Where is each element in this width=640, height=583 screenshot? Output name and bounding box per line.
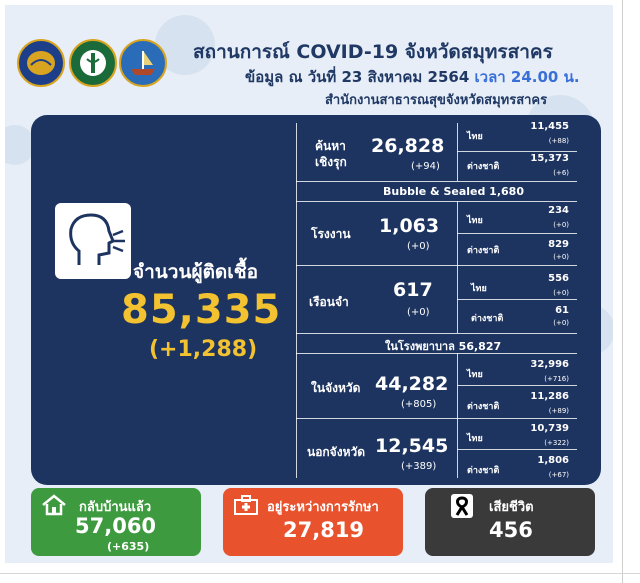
in-province-value: 44,282 bbox=[375, 373, 449, 395]
in-province-thai-label: ไทย bbox=[467, 370, 483, 380]
proactive-thai-label: ไทย bbox=[467, 132, 483, 142]
proactive-label-line2: เชิงรุก bbox=[315, 155, 347, 169]
proactive-thai-delta: (+88) bbox=[548, 137, 569, 145]
infected-total: 85,335 bbox=[121, 287, 282, 333]
treating-card bbox=[223, 488, 403, 556]
out-province-label: นอกจังหวัด bbox=[307, 445, 366, 459]
out-province-delta: (+389) bbox=[401, 461, 437, 472]
out-province-mid-line bbox=[457, 449, 577, 450]
in-province-foreign-value: 11,286 bbox=[530, 391, 569, 402]
page-title: สถานการณ์ COVID-19 จังหวัดสมุทรสาคร bbox=[193, 41, 553, 63]
ministry-of-health-logo bbox=[69, 39, 117, 87]
treating-value: 27,819 bbox=[283, 518, 365, 542]
time-text: เวลา 24.00 น. bbox=[474, 68, 580, 86]
in-province-foreign-delta: (+89) bbox=[548, 407, 569, 415]
proactive-foreign-delta: (+6) bbox=[553, 169, 569, 177]
bubble-bottom-line bbox=[296, 201, 577, 202]
proactive-delta: (+94) bbox=[411, 161, 440, 172]
infected-icon bbox=[55, 203, 131, 279]
hospital-total: ในโรงพยาบาล 56,827 bbox=[385, 340, 502, 353]
in-province-thai-delta: (+716) bbox=[544, 375, 569, 383]
infected-label: จำนวนผู้ติดเชื้อ bbox=[133, 261, 259, 283]
prison-foreign-label: ต่างชาติ bbox=[471, 314, 504, 324]
deaths-label: เสียชีวิต bbox=[489, 500, 534, 515]
proactive-foreign-label: ต่างชาติ bbox=[467, 162, 500, 172]
bubble-sealed-total: Bubble & Sealed 1,680 bbox=[383, 185, 524, 198]
main-panel bbox=[31, 115, 601, 485]
hospital-icon bbox=[233, 494, 259, 516]
in-province-delta: (+805) bbox=[401, 399, 437, 410]
out-province-thai-value: 10,739 bbox=[530, 423, 569, 434]
out-province-foreign-label: ต่างชาติ bbox=[467, 466, 500, 476]
frame-border-right bbox=[622, 0, 623, 583]
prison-thai-value: 556 bbox=[548, 273, 569, 284]
infographic bbox=[5, 5, 613, 563]
infected-delta: (+1,288) bbox=[149, 337, 258, 362]
factory-foreign-delta: (+0) bbox=[553, 253, 569, 261]
report-date bbox=[245, 65, 580, 89]
out-province-foreign-delta: (+67) bbox=[548, 471, 569, 479]
factory-bottom-line bbox=[296, 265, 577, 266]
provincial-seal-logo bbox=[17, 39, 65, 87]
home-icon bbox=[41, 494, 67, 516]
prison-thai-label: ไทย bbox=[471, 284, 487, 294]
factory-value: 1,063 bbox=[379, 215, 440, 237]
table-divider-proactive bbox=[457, 123, 458, 181]
samut-sakhon-province-logo bbox=[119, 39, 167, 87]
prison-thai-delta: (+0) bbox=[553, 289, 569, 297]
factory-foreign-label: ต่างชาติ bbox=[467, 246, 500, 256]
prison-label: เรือนจำ bbox=[309, 295, 349, 309]
proactive-mid-line bbox=[457, 151, 577, 152]
table-divider-hospital bbox=[457, 353, 458, 478]
prison-value: 617 bbox=[393, 279, 433, 301]
factory-label: โรงงาน bbox=[311, 227, 351, 241]
prison-mid-line bbox=[457, 299, 577, 300]
factory-thai-label: ไทย bbox=[467, 216, 483, 226]
table-divider-factory-prison bbox=[457, 201, 458, 333]
factory-thai-delta: (+0) bbox=[553, 221, 569, 229]
factory-delta: (+0) bbox=[407, 241, 430, 252]
prison-foreign-value: 61 bbox=[555, 305, 569, 316]
proactive-thai-value: 11,455 bbox=[530, 121, 569, 132]
prison-foreign-delta: (+0) bbox=[553, 319, 569, 327]
proactive-bottom-line bbox=[296, 181, 577, 182]
prison-delta: (+0) bbox=[407, 307, 430, 318]
out-province-value: 12,545 bbox=[375, 435, 449, 457]
proactive-label-line1: ค้นหา bbox=[315, 139, 346, 153]
frame-border-bottom bbox=[0, 573, 640, 574]
deaths-card bbox=[425, 488, 595, 556]
office-name: สำนักงานสาธารณสุขจังหวัดสมุทรสาคร bbox=[325, 93, 548, 108]
recovered-card bbox=[31, 488, 201, 556]
prison-bottom-line bbox=[296, 333, 577, 334]
in-province-thai-value: 32,996 bbox=[530, 359, 569, 370]
in-province-bottom-line bbox=[296, 418, 577, 419]
factory-mid-line bbox=[457, 233, 577, 234]
recovered-delta: (+635) bbox=[107, 540, 150, 553]
in-province-foreign-label: ต่างชาติ bbox=[467, 402, 500, 412]
in-province-mid-line bbox=[457, 385, 577, 386]
treating-label: อยู่ระหว่างการรักษา bbox=[267, 500, 379, 515]
out-province-thai-label: ไทย bbox=[467, 434, 483, 444]
out-province-foreign-value: 1,806 bbox=[537, 455, 569, 466]
proactive-value: 26,828 bbox=[371, 135, 445, 157]
deaths-value: 456 bbox=[489, 518, 533, 542]
recovered-label: กลับบ้านแล้ว bbox=[79, 500, 152, 515]
factory-foreign-value: 829 bbox=[548, 239, 569, 250]
proactive-foreign-value: 15,373 bbox=[530, 153, 569, 164]
table-left-border bbox=[296, 123, 297, 478]
in-province-label: ในจังหวัด bbox=[311, 381, 361, 395]
out-province-thai-delta: (+322) bbox=[544, 439, 569, 447]
recovered-value: 57,060 bbox=[75, 514, 157, 538]
mourning-ribbon-icon bbox=[451, 494, 473, 518]
date-text: ข้อมูล ณ วันที่ 23 สิงหาคม 2564 bbox=[245, 68, 470, 86]
factory-thai-value: 234 bbox=[548, 205, 569, 216]
